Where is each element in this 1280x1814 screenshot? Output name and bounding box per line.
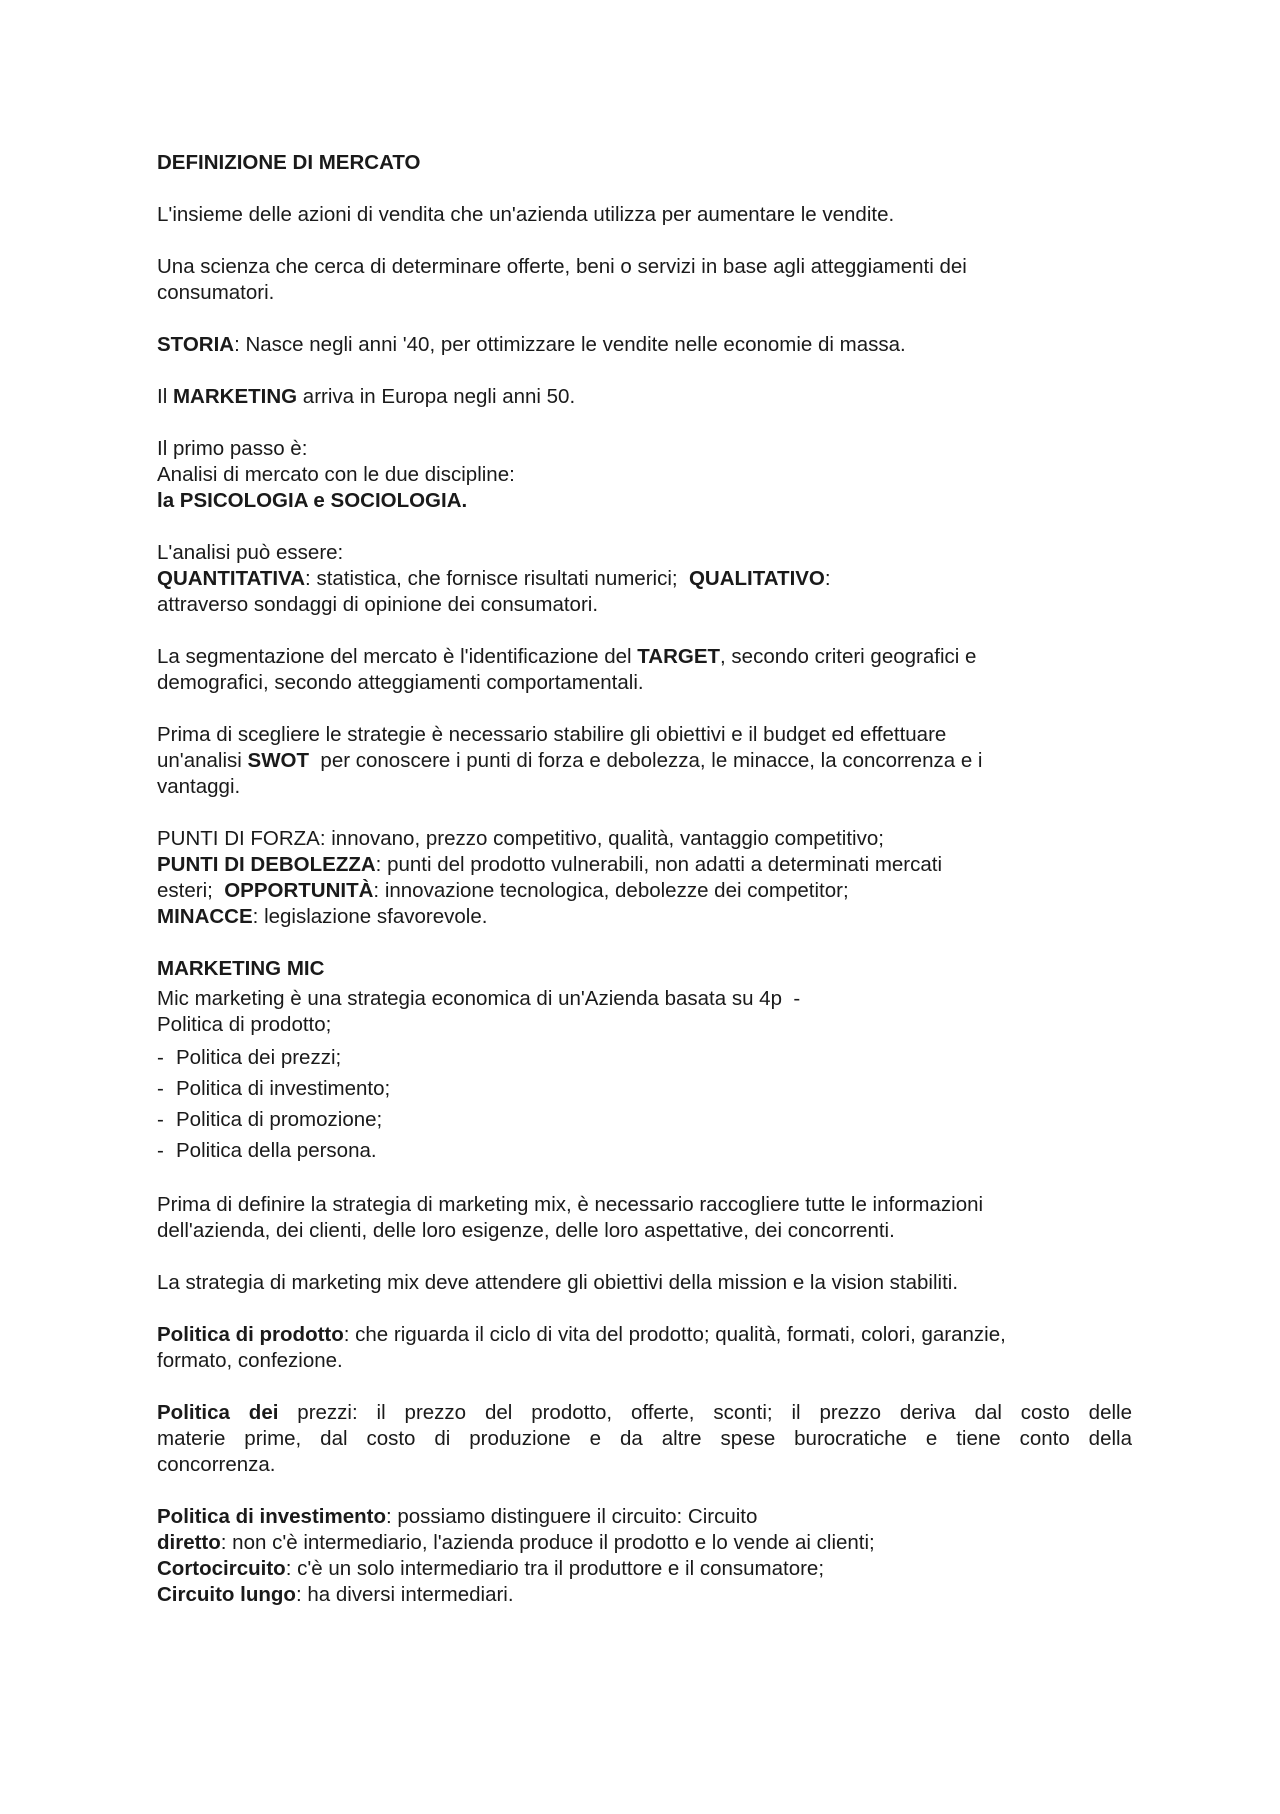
paragraph-line: Politica di prodotto;: [157, 1013, 332, 1036]
paragraph-line: Analisi di mercato con le due discipline:: [157, 463, 515, 486]
paragraph-prima-definire: [157, 1192, 1132, 1244]
paragraph-line: formato, confezione.: [157, 1349, 343, 1372]
text-run: : c'è un solo intermediario tra il produttore e il consumatore;: [285, 1557, 825, 1580]
text-run: : statistica, che fornisce risultati numerici;: [305, 567, 689, 590]
paragraph-line: [157, 1530, 1132, 1556]
text-run: arriva in Europa negli anni 50.: [297, 385, 576, 408]
paragraph-line: dell'azienda, dei clienti, delle loro esigenze, delle loro aspettative, dei concorrenti.: [157, 1219, 895, 1242]
paragraph-line: [157, 852, 1132, 878]
list-item-text: Politica di investimento;: [176, 1077, 391, 1100]
text-run: :: [824, 567, 831, 590]
paragraph-marketing-europa: [157, 384, 1132, 410]
paragraph-line: Prima di definire la strategia di marketing mix, è necessario raccogliere tutte le informazioni: [157, 1193, 984, 1216]
text-run: prezzi: il prezzo del prodotto, offerte, sconti; il prezzo deriva dal costo delle: [278, 1401, 1132, 1424]
paragraph-storia: [157, 332, 1132, 358]
dash-bullet: -: [157, 1077, 164, 1100]
paragraph-line: Una scienza che cerca di determinare offerte, beni o servizi in base agli atteggiamenti dei: [157, 255, 967, 278]
dash-bullet: -: [157, 1046, 164, 1069]
paragraph-analisi: [157, 540, 1132, 618]
paragraph-punti: [157, 826, 1132, 930]
paragraph-line: vantaggi.: [157, 775, 241, 798]
paragraph-line: concorrenza.: [157, 1453, 276, 1476]
paragraph-line: Prima di scegliere le strategie è necessario stabilire gli obiettivi e il budget ed effettuare: [157, 723, 947, 746]
text-run: : ha diversi intermediari.: [295, 1583, 514, 1606]
bold-term: TARGET: [637, 645, 721, 668]
text-run: , secondo criteri geografici e: [720, 645, 977, 668]
dash-bullet: -: [157, 1139, 164, 1162]
paragraph-swot: [157, 722, 1132, 800]
paragraph-line: [157, 1400, 1132, 1426]
paragraph-line: [157, 1504, 1132, 1530]
paragraph-politica-investimento: [157, 1504, 1132, 1608]
paragraph-line: PUNTI DI FORZA: innovano, prezzo competitivo, qualità, vantaggio competitivo;: [157, 827, 884, 850]
paragraph-line: La strategia di marketing mix deve attendere gli obiettivi della mission e la vision stabiliti.: [157, 1271, 959, 1294]
politiche-list: [157, 1042, 1132, 1166]
bold-term: OPPORTUNITÀ: [224, 879, 374, 902]
paragraph-politica-prodotto: [157, 1322, 1132, 1374]
paragraph-strategia-mix: [157, 1270, 1132, 1296]
list-item-text: Politica di promozione;: [176, 1108, 383, 1131]
text-run: : innovazione tecnologica, debolezze dei competitor;: [373, 879, 849, 902]
paragraph-line: Mic marketing è una strategia economica di un'Azienda basata su 4p -: [157, 987, 801, 1010]
text-run: : possiamo distinguere il circuito: Circuito: [385, 1505, 758, 1528]
document-page: [157, 150, 1132, 1634]
bold-term: diretto: [157, 1531, 221, 1554]
paragraph-line: [157, 644, 1132, 670]
paragraph-line: [157, 1556, 1132, 1582]
text-run: La segmentazione del mercato è l'identificazione del: [157, 645, 638, 668]
paragraph-line: demografici, secondo atteggiamenti comportamentali.: [157, 671, 644, 694]
text-run: per conoscere i punti di forza e debolezza, le minacce, la concorrenza e i: [309, 749, 983, 772]
list-item: [157, 1104, 1132, 1135]
list-item-text: Politica della persona.: [176, 1139, 377, 1162]
bold-term: SWOT: [247, 749, 310, 772]
paragraph-line: [157, 384, 1132, 410]
paragraph-line: [157, 1322, 1132, 1348]
text-run: : non c'è intermediario, l'azienda produce il prodotto e lo vende ai clienti;: [220, 1531, 875, 1554]
text-run: un'analisi: [157, 749, 248, 772]
paragraph-mic-intro: [157, 986, 1132, 1038]
bold-term: MARKETING: [172, 385, 298, 408]
paragraph-primo-passo: [157, 436, 1132, 514]
paragraph-line: consumatori.: [157, 281, 275, 304]
bold-term: Politica di investimento: [157, 1505, 386, 1528]
bold-term: Circuito lungo: [157, 1583, 296, 1606]
bold-term: QUANTITATIVA: [157, 567, 306, 590]
bold-term: Politica dei: [157, 1401, 279, 1424]
text-run: : legislazione sfavorevole.: [252, 905, 488, 928]
text-run: : che riguarda il ciclo di vita del prodotto; qualità, formati, colori, garanzie,: [343, 1323, 1006, 1346]
bold-line: la PSICOLOGIA e SOCIOLOGIA.: [157, 489, 468, 512]
paragraph-line: [157, 332, 1132, 358]
bold-term: MINACCE: [157, 905, 253, 928]
paragraph-definition-1: [157, 202, 1132, 228]
paragraph-line: [157, 1582, 1132, 1608]
paragraph-text: L'insieme delle azioni di vendita che un'azienda utilizza per aumentare le vendite.: [157, 203, 895, 226]
paragraph-line: [157, 878, 1132, 904]
bold-term: Cortocircuito: [157, 1557, 286, 1580]
list-item: [157, 1073, 1132, 1104]
text-run: esteri;: [157, 879, 225, 902]
list-item: [157, 1135, 1132, 1166]
paragraph-line: Il primo passo è:: [157, 437, 308, 460]
dash-bullet: -: [157, 1108, 164, 1131]
paragraph-politica-prezzi: [157, 1400, 1132, 1478]
paragraph-line: [157, 566, 1132, 592]
text-run: Il: [157, 385, 173, 408]
section-heading-marketing-mic: MARKETING MIC: [157, 957, 325, 980]
paragraph-definition-2: [157, 254, 1132, 306]
document-title: DEFINIZIONE DI MERCATO: [157, 151, 421, 174]
bold-term: Politica di prodotto: [157, 1323, 344, 1346]
paragraph-line: materie prime, dal costo di produzione e da altre spese burocratiche e tiene conto della: [157, 1427, 1132, 1450]
paragraph-line: L'analisi può essere:: [157, 541, 344, 564]
paragraph-line: [157, 748, 1132, 774]
bold-term: STORIA: [157, 333, 235, 356]
text-run: : Nasce negli anni '40, per ottimizzare le vendite nelle economie di massa.: [234, 333, 906, 356]
paragraph-line: attraverso sondaggi di opinione dei consumatori.: [157, 593, 599, 616]
bold-term: PUNTI DI DEBOLEZZA: [157, 853, 376, 876]
list-item: [157, 1042, 1132, 1073]
bold-term: QUALITATIVO: [688, 567, 825, 590]
text-run: : punti del prodotto vulnerabili, non adatti a determinati mercati: [375, 853, 943, 876]
paragraph-segmentazione: [157, 644, 1132, 696]
paragraph-line: [157, 904, 1132, 930]
list-item-text: Politica dei prezzi;: [176, 1046, 342, 1069]
